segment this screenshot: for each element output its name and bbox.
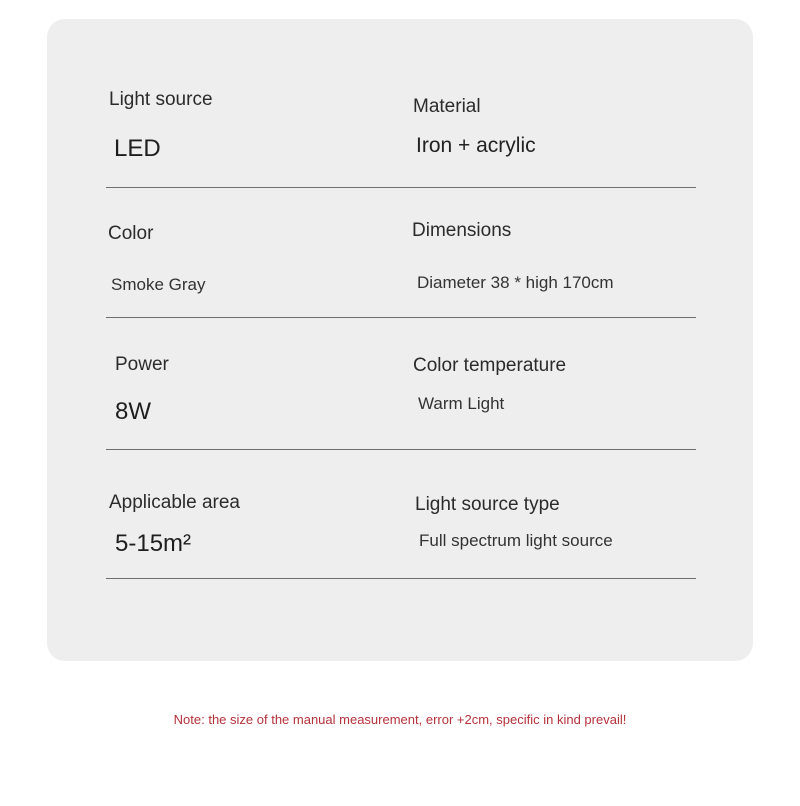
spec-label-light-source-type: Light source type [415, 494, 560, 515]
spec-label-dimensions: Dimensions [412, 220, 512, 241]
spec-value-color-temperature: Warm Light [418, 394, 505, 413]
spec-value-material: Iron + acrylic [416, 134, 536, 157]
spec-label-light-source: Light source [109, 89, 213, 110]
spec-card [47, 19, 753, 661]
spec-label-color-temperature: Color temperature [413, 355, 567, 376]
row-divider [106, 449, 696, 450]
row-divider [106, 578, 696, 579]
spec-label-material: Material [413, 96, 481, 117]
spec-value-power: 8W [115, 398, 151, 425]
spec-value-applicable-area: 5-15m² [115, 530, 192, 557]
spec-label-color: Color [108, 223, 154, 244]
spec-label-power: Power [115, 354, 169, 375]
measurement-note: Note: the size of the manual measurement, error +2cm, specific in kind prevail! [173, 712, 627, 727]
spec-label-applicable-area: Applicable area [109, 492, 240, 513]
row-divider [106, 317, 696, 318]
row-divider [106, 187, 696, 188]
spec-value-light-source-type: Full spectrum light source [419, 531, 613, 550]
spec-value-color: Smoke Gray [111, 275, 206, 294]
spec-value-light-source: LED [114, 135, 161, 162]
spec-value-dimensions: Diameter 38 * high 170cm [417, 273, 614, 292]
